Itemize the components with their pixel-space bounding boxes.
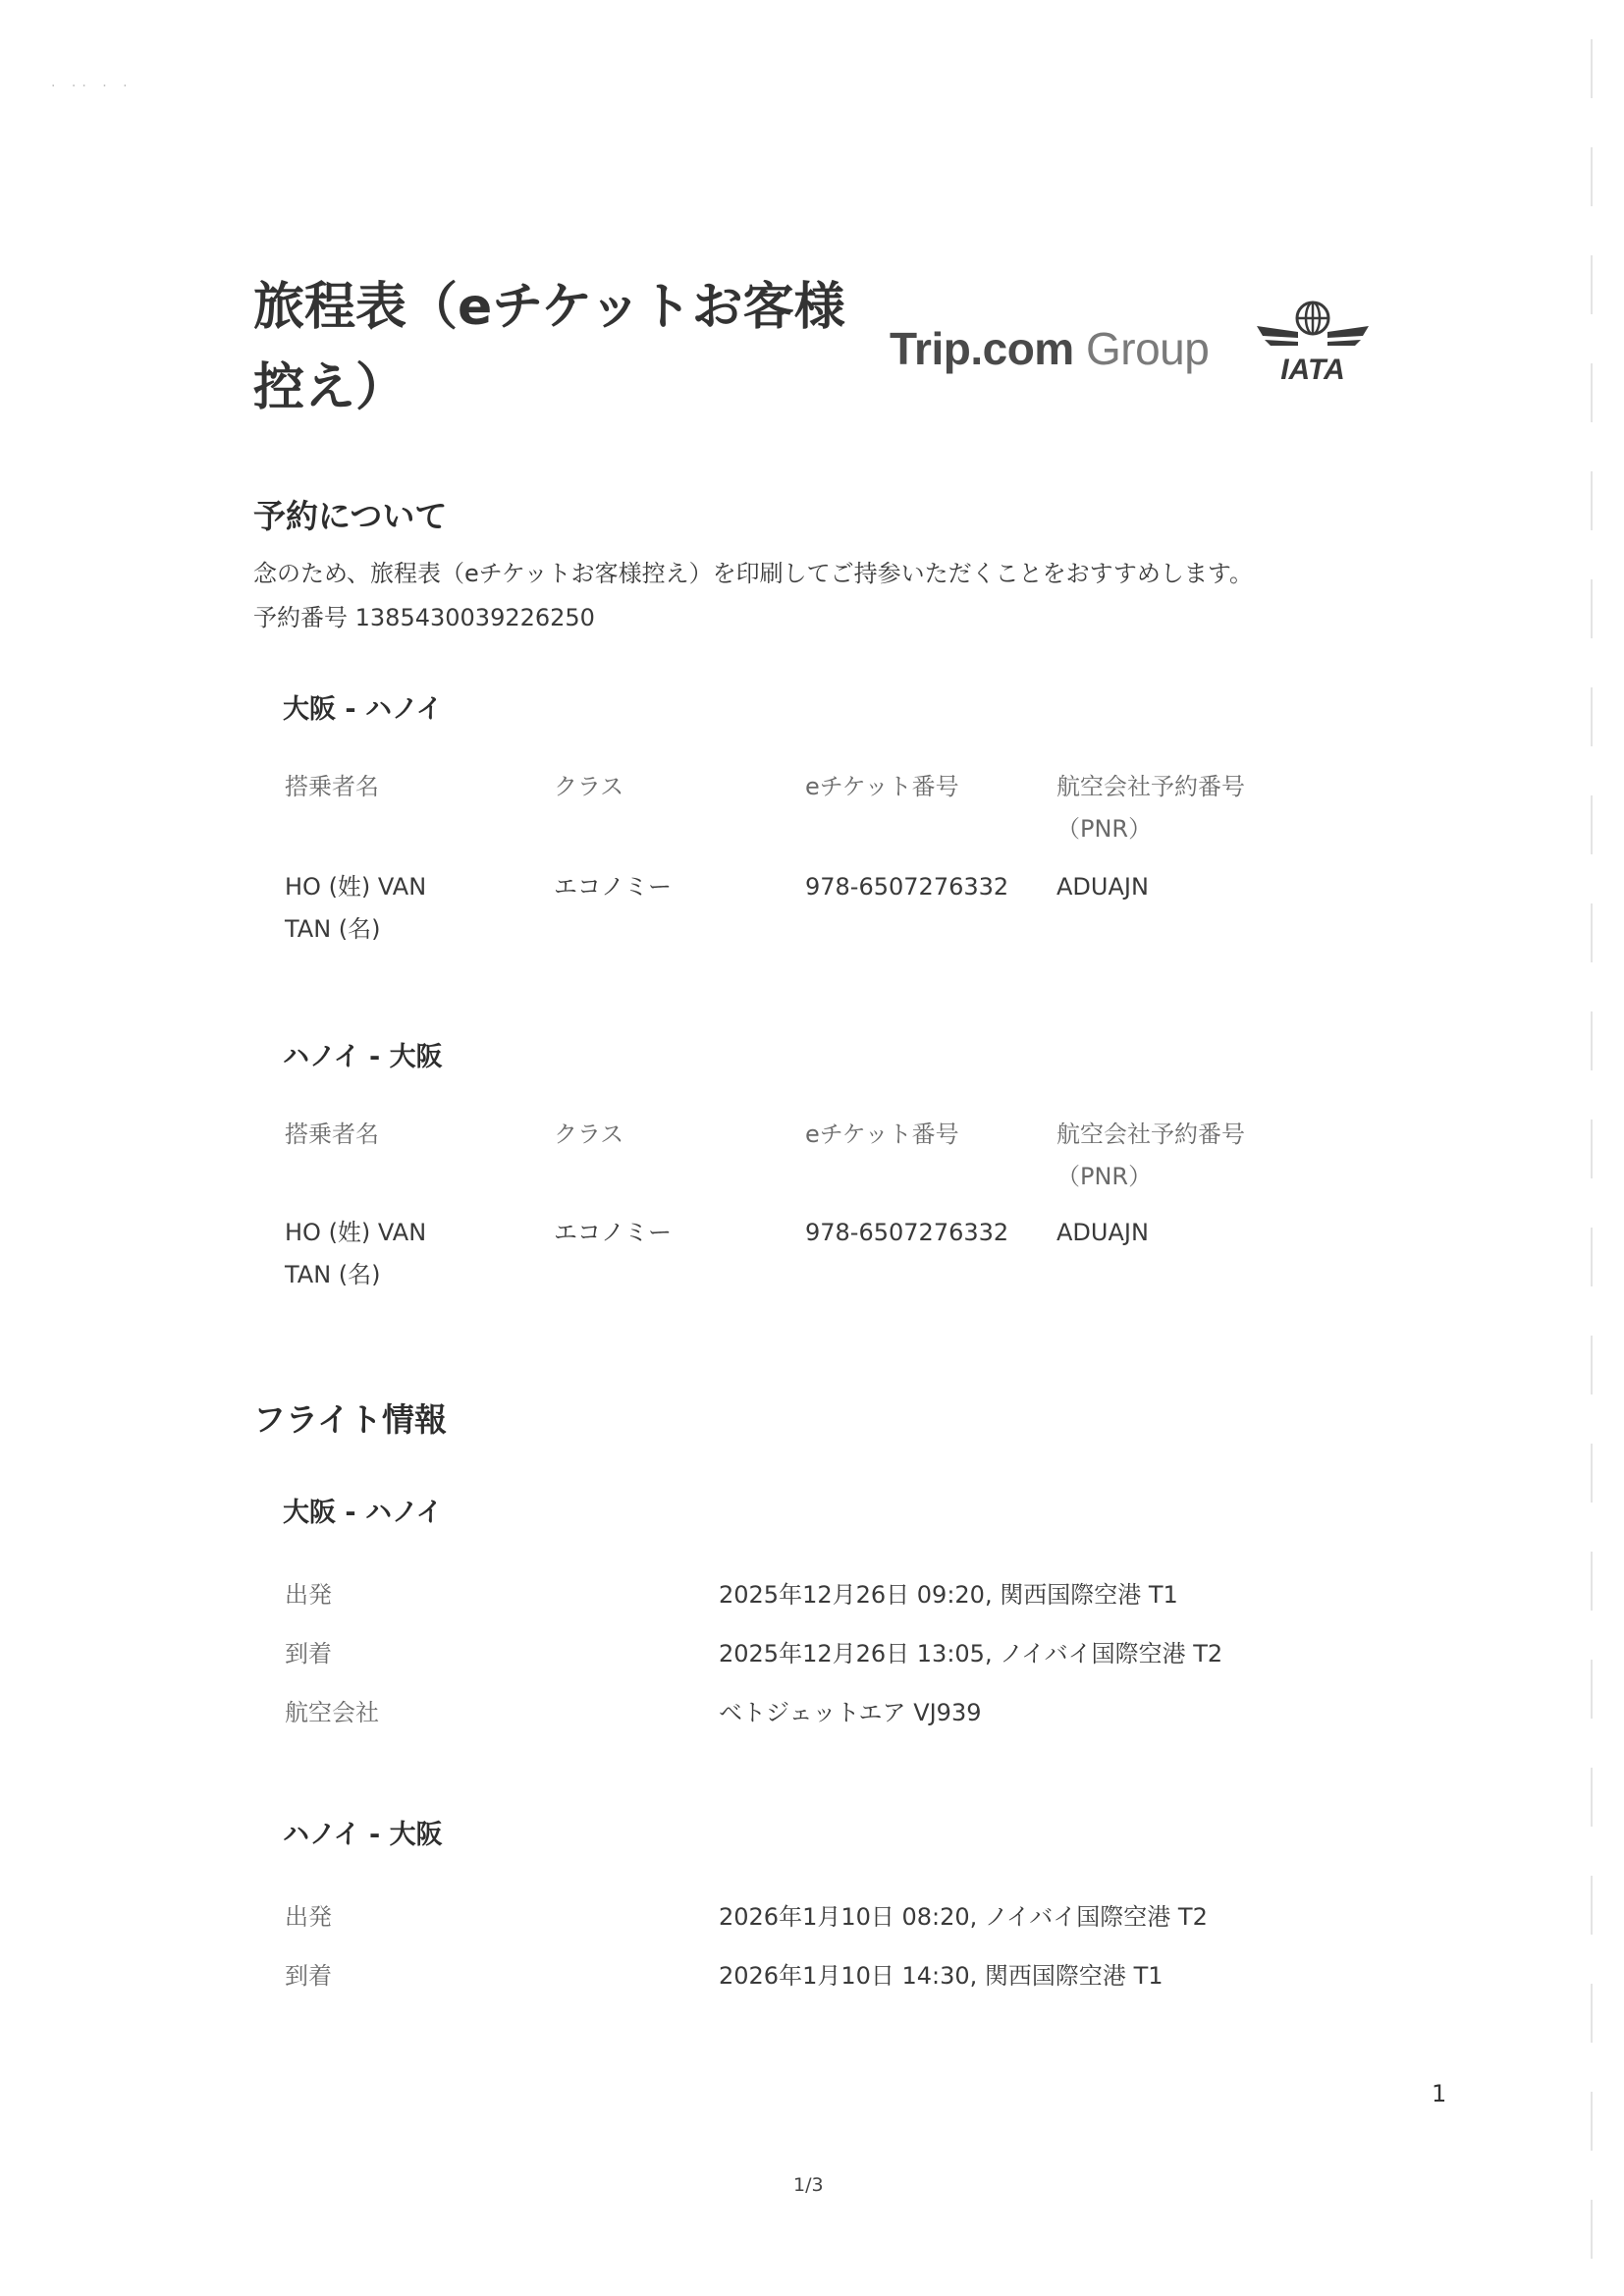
pnr-code: ADUAJN — [1056, 1219, 1149, 1246]
ticket-class: エコノミー — [554, 873, 672, 901]
eticket-column-header: eチケット番号 — [805, 1121, 959, 1148]
class-column-header: クラス — [554, 1121, 624, 1148]
pnr-code: ADUAJN — [1056, 873, 1149, 901]
arrival-value: 2026年1月10日 14:30, 関西国際空港 T1 — [719, 1962, 1164, 1990]
ticket-route-heading: 大阪 - ハノイ — [283, 694, 443, 725]
booking-number-line — [253, 598, 595, 632]
trip-com-group-logo — [890, 322, 1209, 375]
ticket-route-heading: ハノイ - 大阪 — [283, 1042, 443, 1072]
airline-label: 航空会社 — [285, 1699, 379, 1726]
pnr-column-header: 航空会社予約番号（PNR） — [1056, 1121, 1245, 1190]
flight-route-heading: 大阪 - ハノイ — [283, 1498, 443, 1528]
airline-value: ベトジェットエア VJ939 — [719, 1699, 982, 1726]
departure-value: 2025年12月26日 09:20, 関西国際空港 T1 — [719, 1581, 1178, 1609]
departure-label: 出発 — [285, 1581, 332, 1609]
brand-logo-light: Group — [1073, 323, 1210, 374]
pnr-column-header: 航空会社予約番号（PNR） — [1056, 773, 1245, 843]
ticket-class: エコノミー — [554, 1219, 672, 1246]
page-count: 1/3 — [793, 2174, 824, 2196]
iata-logo — [1249, 297, 1377, 385]
flight-route-heading: ハノイ - 大阪 — [283, 1820, 443, 1850]
arrival-label: 到着 — [285, 1640, 332, 1667]
page-number: 1 — [1432, 2080, 1447, 2107]
print-notice: 念のため、旅程表（eチケットお客様控え）を印刷してご持参いただくことをおすすめします。 — [253, 560, 1253, 587]
passenger-name: HO (姓) VAN TAN (名) — [285, 873, 427, 943]
departure-value: 2026年1月10日 08:20, ノイバイ国際空港 T2 — [719, 1903, 1208, 1931]
eticket-column-header: eチケット番号 — [805, 773, 959, 800]
departure-label: 出発 — [285, 1903, 332, 1931]
scan-noise: · ·· · · — [51, 79, 134, 94]
scan-edge — [1591, 39, 1593, 2278]
eticket-number: 978-6507276332 — [805, 873, 1009, 901]
booking-number-label: 予約番号 — [253, 604, 348, 631]
arrival-label: 到着 — [285, 1962, 332, 1990]
brand-logo-bold: Trip.com — [890, 323, 1074, 374]
flight-info-heading: フライト情報 — [253, 1400, 448, 1439]
iata-logo-text: IATA — [1280, 354, 1345, 385]
booking-number: 1385430039226250 — [354, 604, 595, 631]
eticket-number: 978-6507276332 — [805, 1219, 1009, 1246]
arrival-value: 2025年12月26日 13:05, ノイバイ国際空港 T2 — [719, 1640, 1223, 1667]
booking-heading: 予約について — [253, 497, 448, 535]
passenger-column-header: 搭乗者名 — [285, 1121, 379, 1148]
passenger-column-header: 搭乗者名 — [285, 773, 379, 800]
passenger-name: HO (姓) VAN TAN (名) — [285, 1219, 427, 1288]
page-title: 旅程表（eチケットお客様控え） — [253, 278, 845, 417]
class-column-header: クラス — [554, 773, 624, 800]
